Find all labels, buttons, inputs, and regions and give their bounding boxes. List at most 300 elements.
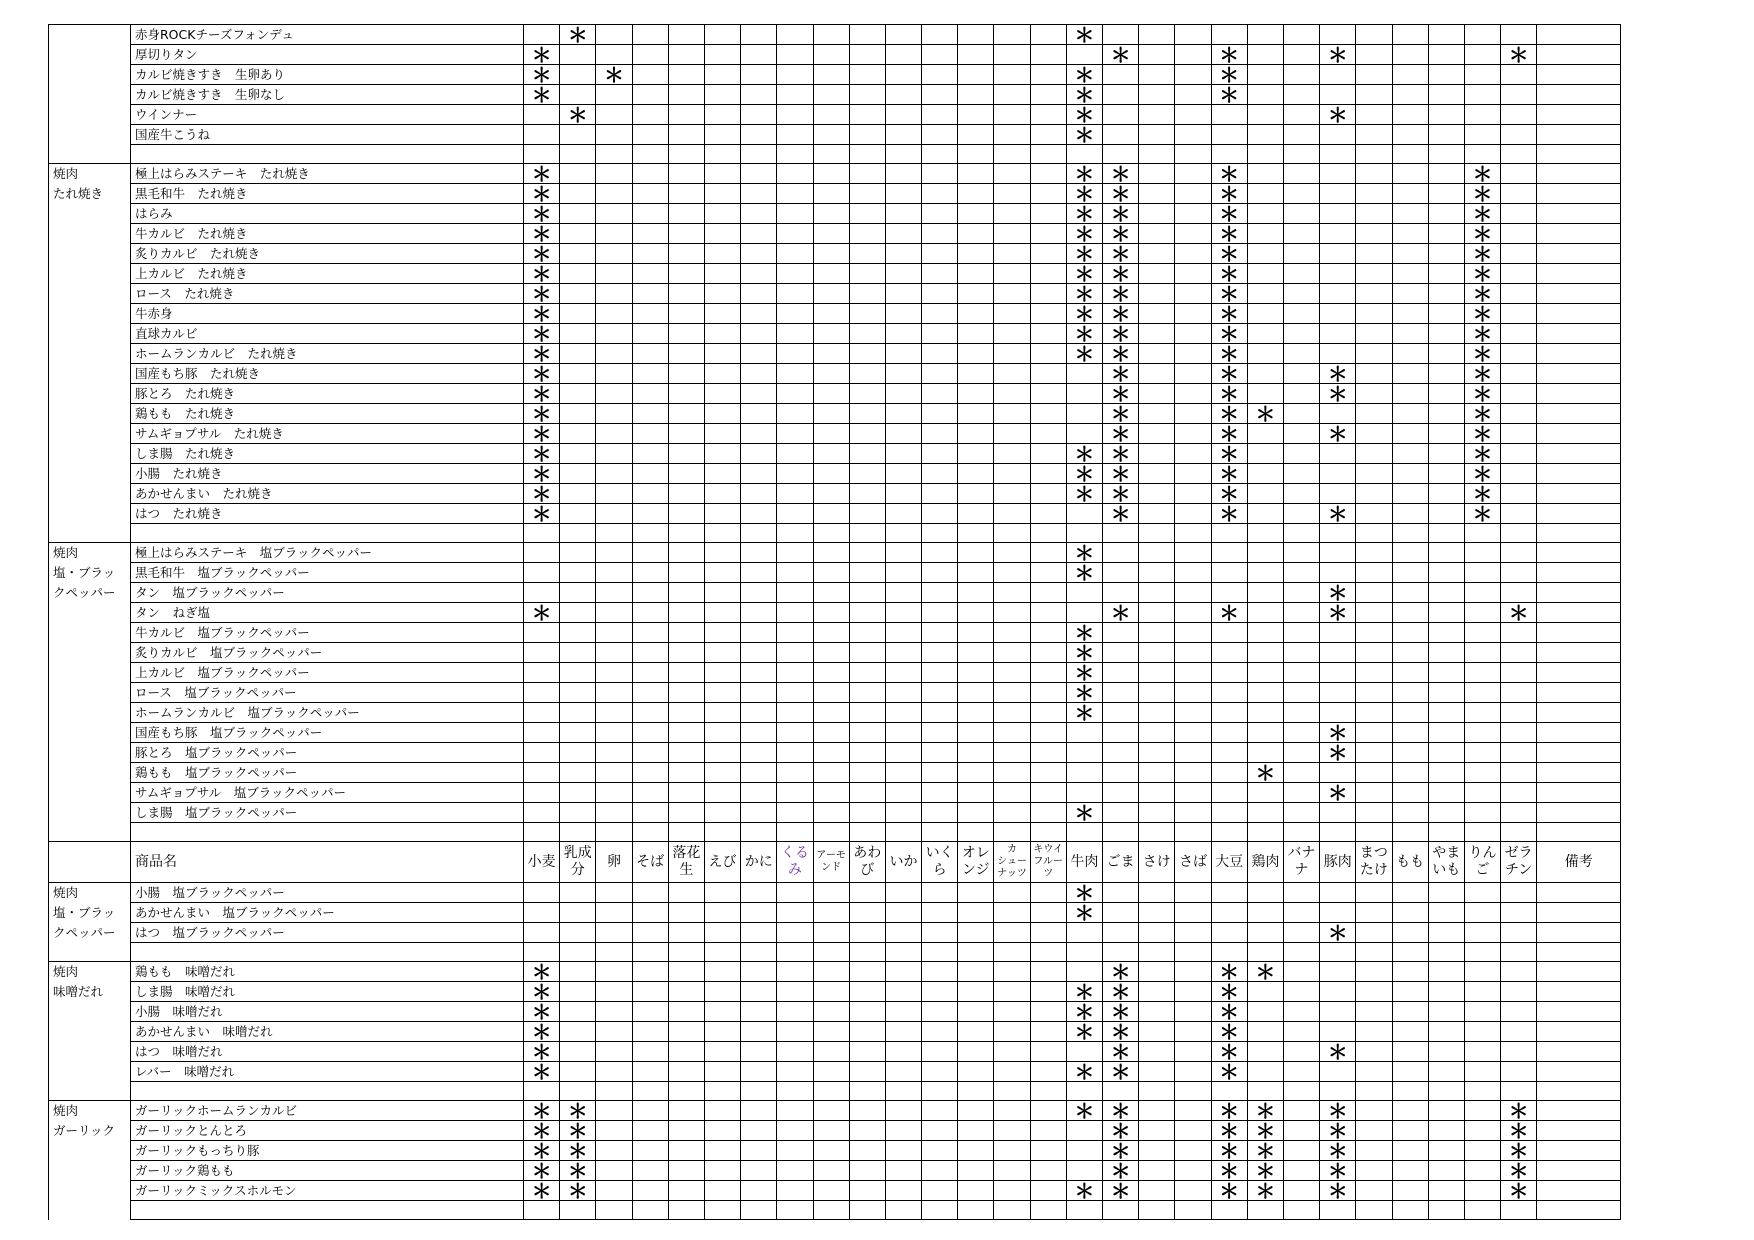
allergen-cell xyxy=(668,145,704,164)
allergen-cell xyxy=(1356,25,1392,45)
allergen-cell xyxy=(1247,504,1283,524)
allergen-cell xyxy=(1030,1002,1066,1022)
allergen-cell xyxy=(1175,1181,1211,1201)
allergen-cell xyxy=(922,623,958,643)
allergen-cell xyxy=(524,743,560,763)
allergen-cell xyxy=(704,1002,740,1022)
allergen-cell xyxy=(1501,723,1537,743)
allergen-cell xyxy=(1356,324,1392,344)
remarks-cell xyxy=(1537,404,1621,424)
allergen-cell xyxy=(1464,723,1500,743)
allergen-cell xyxy=(1247,543,1283,563)
allergen-cell xyxy=(1428,623,1464,643)
table-row xyxy=(49,803,1621,823)
allergen-mark: ＊ xyxy=(524,424,560,444)
allergen-cell xyxy=(596,743,632,763)
remarks-cell xyxy=(1537,464,1621,484)
remarks-cell xyxy=(1537,883,1621,903)
allergen-cell xyxy=(1356,1141,1392,1161)
allergen-cell xyxy=(1283,524,1319,543)
allergen-cell xyxy=(1501,763,1537,783)
allergen-cell xyxy=(1139,284,1175,304)
allergen-cell xyxy=(813,982,849,1002)
allergen-cell xyxy=(596,563,632,583)
allergen-cell xyxy=(922,45,958,65)
allergen-cell xyxy=(958,524,994,543)
allergen-mark: ＊ xyxy=(1320,723,1356,743)
allergen-cell xyxy=(849,85,885,105)
header-allergen-豚肉: 豚肉 xyxy=(1320,842,1356,883)
allergen-mark: ＊ xyxy=(1320,603,1356,623)
allergen-cell xyxy=(1139,763,1175,783)
blank-row xyxy=(49,823,1621,842)
allergen-cell xyxy=(1066,823,1102,842)
allergen-cell xyxy=(1501,25,1537,45)
allergen-cell xyxy=(1428,324,1464,344)
allergen-cell xyxy=(1320,145,1356,164)
allergen-mark: ＊ xyxy=(1211,464,1247,484)
allergen-cell xyxy=(668,783,704,803)
allergen-cell xyxy=(849,384,885,404)
allergen-cell xyxy=(1392,703,1428,723)
allergen-cell xyxy=(885,643,921,663)
allergen-cell xyxy=(922,1022,958,1042)
allergen-cell xyxy=(1066,923,1102,943)
allergen-cell xyxy=(994,125,1030,145)
product-name xyxy=(131,943,524,962)
allergen-cell xyxy=(741,903,777,923)
allergen-mark: ＊ xyxy=(1464,264,1500,284)
allergen-cell xyxy=(994,504,1030,524)
allergen-cell xyxy=(596,982,632,1002)
allergen-cell xyxy=(668,264,704,284)
allergen-cell xyxy=(1211,643,1247,663)
allergen-mark: ＊ xyxy=(1320,1121,1356,1141)
allergen-mark: ＊ xyxy=(1320,105,1356,125)
allergen-cell xyxy=(922,384,958,404)
allergen-cell xyxy=(1247,264,1283,284)
table-row xyxy=(49,543,1621,563)
allergen-cell xyxy=(1464,783,1500,803)
allergen-cell xyxy=(813,105,849,125)
allergen-cell xyxy=(777,1181,813,1201)
allergen-cell xyxy=(994,583,1030,603)
allergen-cell xyxy=(813,1022,849,1042)
allergen-cell xyxy=(1247,663,1283,683)
table-row xyxy=(49,982,1621,1002)
allergen-cell xyxy=(1030,85,1066,105)
allergen-cell xyxy=(1283,244,1319,264)
allergen-cell xyxy=(1356,623,1392,643)
allergen-cell xyxy=(560,464,596,484)
allergen-cell xyxy=(1283,823,1319,842)
allergen-mark: ＊ xyxy=(524,1101,560,1121)
allergen-mark: ＊ xyxy=(524,204,560,224)
allergen-cell xyxy=(524,783,560,803)
allergen-mark: ＊ xyxy=(524,244,560,264)
allergen-cell xyxy=(1283,164,1319,184)
allergen-cell xyxy=(885,105,921,125)
allergen-cell xyxy=(632,1062,668,1082)
allergen-cell xyxy=(741,543,777,563)
allergen-mark: ＊ xyxy=(560,1181,596,1201)
allergen-cell xyxy=(1175,384,1211,404)
allergen-cell xyxy=(1428,1022,1464,1042)
allergen-mark: ＊ xyxy=(1211,224,1247,244)
allergen-cell xyxy=(958,224,994,244)
allergen-cell xyxy=(668,883,704,903)
allergen-cell xyxy=(1392,524,1428,543)
allergen-cell xyxy=(1247,603,1283,623)
allergen-cell xyxy=(524,1082,560,1101)
allergen-cell xyxy=(885,304,921,324)
allergen-cell xyxy=(849,224,885,244)
allergen-cell xyxy=(668,982,704,1002)
allergen-cell xyxy=(958,603,994,623)
allergen-cell xyxy=(668,504,704,524)
allergen-cell xyxy=(813,145,849,164)
allergen-cell xyxy=(777,1022,813,1042)
allergen-cell xyxy=(1501,464,1537,484)
allergen-cell xyxy=(1030,623,1066,643)
allergen-cell xyxy=(1175,184,1211,204)
allergen-cell xyxy=(668,125,704,145)
allergen-cell xyxy=(1283,1101,1319,1121)
allergen-cell xyxy=(777,244,813,264)
allergen-cell xyxy=(885,145,921,164)
allergen-cell xyxy=(741,1161,777,1181)
allergen-cell xyxy=(560,643,596,663)
product-name: ロース 塩ブラックペッパー xyxy=(131,683,524,703)
allergen-cell xyxy=(885,943,921,962)
allergen-cell xyxy=(1283,743,1319,763)
allergen-cell xyxy=(885,1181,921,1201)
allergen-cell xyxy=(813,484,849,504)
allergen-cell xyxy=(1392,324,1428,344)
allergen-cell xyxy=(958,643,994,663)
allergen-cell xyxy=(632,184,668,204)
remarks-cell xyxy=(1537,1022,1621,1042)
allergen-cell xyxy=(1103,723,1139,743)
allergen-mark: ＊ xyxy=(1320,45,1356,65)
allergen-cell xyxy=(1030,125,1066,145)
product-name: しま腸 味噌だれ xyxy=(131,982,524,1002)
allergen-cell xyxy=(596,1161,632,1181)
product-name: 厚切りタン xyxy=(131,45,524,65)
allergen-cell xyxy=(958,264,994,284)
allergen-cell xyxy=(632,903,668,923)
allergen-cell xyxy=(560,444,596,464)
allergen-cell xyxy=(1066,723,1102,743)
allergen-cell xyxy=(1283,1121,1319,1141)
allergen-mark: ＊ xyxy=(524,324,560,344)
allergen-cell xyxy=(596,324,632,344)
allergen-cell xyxy=(1356,903,1392,923)
remarks-cell xyxy=(1537,1161,1621,1181)
allergen-cell xyxy=(1464,962,1500,982)
allergen-cell xyxy=(1247,364,1283,384)
allergen-cell xyxy=(813,424,849,444)
allergen-cell xyxy=(1356,184,1392,204)
allergen-cell xyxy=(668,1181,704,1201)
allergen-cell xyxy=(741,45,777,65)
allergen-cell xyxy=(1247,304,1283,324)
allergen-cell xyxy=(777,304,813,324)
allergen-cell xyxy=(560,763,596,783)
allergen-cell xyxy=(777,1141,813,1161)
allergen-cell xyxy=(524,643,560,663)
product-name: 国産もち豚 たれ焼き xyxy=(131,364,524,384)
allergen-cell xyxy=(524,883,560,903)
allergen-cell xyxy=(1175,1082,1211,1101)
allergen-cell xyxy=(1428,224,1464,244)
allergen-cell xyxy=(813,743,849,763)
allergen-cell xyxy=(922,1002,958,1022)
allergen-cell xyxy=(1030,743,1066,763)
allergen-cell xyxy=(741,504,777,524)
allergen-mark: ＊ xyxy=(1103,404,1139,424)
allergen-cell xyxy=(958,384,994,404)
product-name: 鶏もも 塩ブラックペッパー xyxy=(131,763,524,783)
allergen-cell xyxy=(632,304,668,324)
allergen-cell xyxy=(922,105,958,125)
allergen-cell xyxy=(1211,524,1247,543)
allergen-cell xyxy=(1247,583,1283,603)
allergen-mark: ＊ xyxy=(1066,444,1102,464)
allergen-cell xyxy=(958,344,994,364)
allergen-cell xyxy=(777,404,813,424)
table-row xyxy=(49,125,1621,145)
allergen-cell xyxy=(704,823,740,842)
allergen-cell xyxy=(849,404,885,424)
allergen-cell xyxy=(1066,1201,1102,1220)
allergen-cell xyxy=(632,224,668,244)
allergen-cell xyxy=(777,683,813,703)
allergen-cell xyxy=(1428,105,1464,125)
remarks-cell xyxy=(1537,364,1621,384)
table-row xyxy=(49,923,1621,943)
allergen-cell xyxy=(1139,1042,1175,1062)
allergen-cell xyxy=(1139,563,1175,583)
allergen-cell xyxy=(1501,1022,1537,1042)
allergen-cell xyxy=(1356,1002,1392,1022)
allergen-cell xyxy=(668,524,704,543)
allergen-mark: ＊ xyxy=(1464,364,1500,384)
allergen-cell xyxy=(1428,663,1464,683)
allergen-cell xyxy=(704,663,740,683)
allergen-cell xyxy=(813,444,849,464)
allergen-cell xyxy=(596,145,632,164)
allergen-cell xyxy=(704,204,740,224)
allergen-cell xyxy=(1283,364,1319,384)
allergen-cell xyxy=(1501,284,1537,304)
allergen-mark: ＊ xyxy=(1501,1141,1537,1161)
allergen-cell xyxy=(596,45,632,65)
allergen-cell xyxy=(1428,204,1464,224)
table-row xyxy=(49,683,1621,703)
allergen-mark: ＊ xyxy=(1211,65,1247,85)
allergen-cell xyxy=(1320,524,1356,543)
allergen-cell xyxy=(1066,1082,1102,1101)
allergen-cell xyxy=(1103,663,1139,683)
allergen-cell xyxy=(560,404,596,424)
allergen-cell xyxy=(1247,464,1283,484)
product-name: 炙りカルビ 塩ブラックペッパー xyxy=(131,643,524,663)
allergen-cell xyxy=(560,65,596,85)
allergen-cell xyxy=(1392,1121,1428,1141)
allergen-cell xyxy=(1030,683,1066,703)
allergen-cell xyxy=(1030,224,1066,244)
allergen-cell xyxy=(632,823,668,842)
product-name: ガーリック鶏もも xyxy=(131,1161,524,1181)
allergen-cell xyxy=(741,763,777,783)
allergen-mark: ＊ xyxy=(1103,424,1139,444)
allergen-mark: ＊ xyxy=(524,1141,560,1161)
allergen-cell xyxy=(1428,164,1464,184)
product-name: タン ねぎ塩 xyxy=(131,603,524,623)
allergen-cell xyxy=(958,164,994,184)
allergen-cell xyxy=(1175,723,1211,743)
allergen-cell xyxy=(813,404,849,424)
allergen-cell xyxy=(1501,563,1537,583)
allergen-cell xyxy=(994,943,1030,962)
allergen-cell xyxy=(885,284,921,304)
allergen-cell xyxy=(958,743,994,763)
allergen-cell xyxy=(741,683,777,703)
category-label: 焼肉 塩・ブラッ クペッパー xyxy=(49,543,131,842)
allergen-cell xyxy=(741,464,777,484)
allergen-cell xyxy=(1211,683,1247,703)
allergen-cell xyxy=(885,224,921,244)
allergen-cell xyxy=(958,563,994,583)
allergen-cell xyxy=(813,384,849,404)
allergen-cell xyxy=(1283,663,1319,683)
header-allergen-アーモンド: アーモ ンド xyxy=(813,842,849,883)
allergen-cell xyxy=(1211,543,1247,563)
remarks-cell xyxy=(1537,284,1621,304)
allergen-cell xyxy=(1030,1022,1066,1042)
allergen-cell xyxy=(741,65,777,85)
allergen-cell xyxy=(1501,364,1537,384)
allergen-cell xyxy=(560,1062,596,1082)
allergen-cell xyxy=(741,823,777,842)
blank-row xyxy=(49,943,1621,962)
allergen-cell xyxy=(922,284,958,304)
product-name: 上カルビ 塩ブラックペッパー xyxy=(131,663,524,683)
allergen-cell xyxy=(958,543,994,563)
allergen-cell xyxy=(668,164,704,184)
header-allergen-いくら: いく ら xyxy=(922,842,958,883)
allergen-mark: ＊ xyxy=(1320,1181,1356,1201)
allergen-cell xyxy=(741,643,777,663)
allergen-cell xyxy=(560,45,596,65)
allergen-mark: ＊ xyxy=(1066,264,1102,284)
allergen-cell xyxy=(741,783,777,803)
remarks-cell xyxy=(1537,1062,1621,1082)
allergen-cell xyxy=(1392,224,1428,244)
allergen-cell xyxy=(1247,85,1283,105)
allergen-cell xyxy=(560,563,596,583)
remarks-cell xyxy=(1537,1201,1621,1220)
allergen-cell xyxy=(1392,105,1428,125)
allergen-cell xyxy=(1464,982,1500,1002)
allergen-mark: ＊ xyxy=(1320,384,1356,404)
allergen-cell xyxy=(560,1042,596,1062)
allergen-cell xyxy=(1211,923,1247,943)
table-row xyxy=(49,1062,1621,1082)
allergen-cell xyxy=(632,1042,668,1062)
allergen-cell xyxy=(741,404,777,424)
allergen-cell xyxy=(1428,1082,1464,1101)
allergen-cell xyxy=(922,723,958,743)
allergen-cell xyxy=(1356,1181,1392,1201)
allergen-cell xyxy=(1139,324,1175,344)
allergen-mark: ＊ xyxy=(1103,284,1139,304)
allergen-cell xyxy=(1501,145,1537,164)
allergen-cell xyxy=(1356,982,1392,1002)
allergen-cell xyxy=(1392,623,1428,643)
allergen-cell xyxy=(1175,962,1211,982)
allergen-cell xyxy=(668,903,704,923)
allergen-cell xyxy=(1139,543,1175,563)
allergen-cell xyxy=(1211,903,1247,923)
allergen-cell xyxy=(1030,1101,1066,1121)
allergen-cell xyxy=(1030,204,1066,224)
allergen-mark: ＊ xyxy=(1464,344,1500,364)
allergen-cell xyxy=(1247,484,1283,504)
allergen-cell xyxy=(1356,304,1392,324)
allergen-cell xyxy=(632,683,668,703)
allergen-mark: ＊ xyxy=(524,304,560,324)
allergen-mark: ＊ xyxy=(1211,264,1247,284)
allergen-cell xyxy=(777,743,813,763)
allergen-cell xyxy=(1464,543,1500,563)
allergen-cell xyxy=(524,723,560,743)
remarks-cell xyxy=(1537,304,1621,324)
allergen-cell xyxy=(1030,603,1066,623)
allergen-cell xyxy=(813,563,849,583)
allergen-mark: ＊ xyxy=(1103,1141,1139,1161)
allergen-cell xyxy=(1428,65,1464,85)
allergen-cell xyxy=(994,424,1030,444)
allergen-cell xyxy=(741,563,777,583)
allergen-cell xyxy=(741,424,777,444)
allergen-cell xyxy=(1356,703,1392,723)
product-name: 極上はらみステーキ たれ焼き xyxy=(131,164,524,184)
allergen-cell xyxy=(813,923,849,943)
allergen-cell xyxy=(1030,444,1066,464)
allergen-cell xyxy=(1103,763,1139,783)
allergen-cell xyxy=(777,962,813,982)
allergen-cell xyxy=(958,504,994,524)
allergen-cell xyxy=(704,484,740,504)
allergen-cell xyxy=(1175,623,1211,643)
allergen-cell xyxy=(922,444,958,464)
allergen-cell xyxy=(922,982,958,1002)
allergen-cell xyxy=(1283,1161,1319,1181)
allergen-cell xyxy=(596,364,632,384)
allergen-cell xyxy=(849,883,885,903)
allergen-cell xyxy=(632,883,668,903)
allergen-cell xyxy=(1320,484,1356,504)
allergen-mark: ＊ xyxy=(1464,184,1500,204)
allergen-cell xyxy=(1211,803,1247,823)
allergen-mark: ＊ xyxy=(1103,484,1139,504)
allergen-cell xyxy=(1139,962,1175,982)
allergen-cell xyxy=(1392,883,1428,903)
allergen-cell xyxy=(994,85,1030,105)
remarks-cell xyxy=(1537,204,1621,224)
